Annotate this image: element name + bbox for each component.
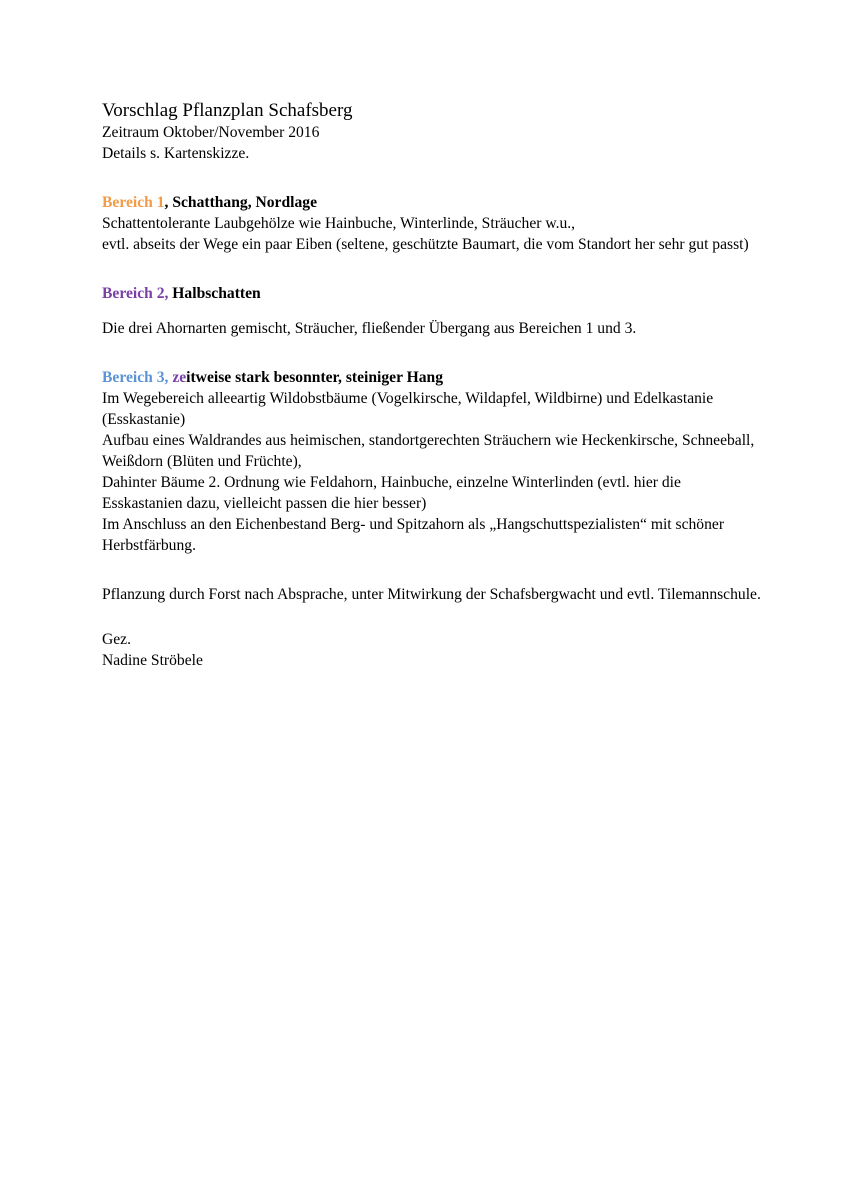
section-label: Bereich 1 [102,194,165,211]
document-period: Zeitraum Oktober/November 2016 [102,124,320,141]
section-line: Aufbau eines Waldrandes aus heimischen, standortgerechten Sträuchern wie Heckenkirsche, Schneeball, Weißdorn (Blüten und Früchte), [102,432,755,470]
section-heading [102,283,762,304]
signature-name: Nadine Ströbele [102,652,203,669]
document-title: Vorschlag Pflanzplan Schafsberg [102,100,353,121]
section-line: Dahinter Bäume 2. Ordnung wie Feldahorn, Hainbuche, einzelne Winterlinden (evtl. hier die Esskastanien dazu, vielleicht passen die hier besser) [102,474,681,512]
section-label: Bereich 2, [102,285,169,302]
section-line: Im Wegebereich alleeartig Wildobstbäume (Vogelkirsche, Wildapfel, Wildbirne) und Edelkastanie (Esskastanie) [102,390,714,428]
document-details: Details s. Kartenskizze. [102,145,250,162]
section-heading [102,367,762,388]
section-line: evtl. abseits der Wege ein paar Eiben (seltene, geschützte Baumart, die vom Standort her sehr gut passt) [102,236,749,253]
document-page [102,100,762,671]
section-heading [102,192,762,213]
sign-off: Gez. [102,631,132,648]
section-line: Schattentolerante Laubgehölze wie Hainbuche, Winterlinde, Sträucher w.u., [102,215,576,232]
section-heading-text: Halbschatten [168,285,261,302]
section-heading-text: , Schatthang, Nordlage [164,194,317,211]
section-line: Im Anschluss an den Eichenbestand Berg- und Spitzahorn als „Hangschuttspezialisten“ mit schöner Herbstfärbung. [102,516,725,554]
section-line: Die drei Ahornarten gemischt, Sträucher, fließender Übergang aus Bereichen 1 und 3. [102,320,637,337]
section-bereich-2 [102,283,762,339]
section-bereich-1 [102,192,762,255]
section-label: Bereich 3, [102,369,173,386]
section-bereich-3 [102,367,762,556]
closing-paragraph: Pflanzung durch Forst nach Absprache, unter Mitwirkung der Schafsbergwacht und evtl. Tilemannschule. [102,586,761,603]
section-label-extra: ze [172,369,187,386]
section-heading-text: itweise stark besonnter, steiniger Hang [186,369,444,386]
